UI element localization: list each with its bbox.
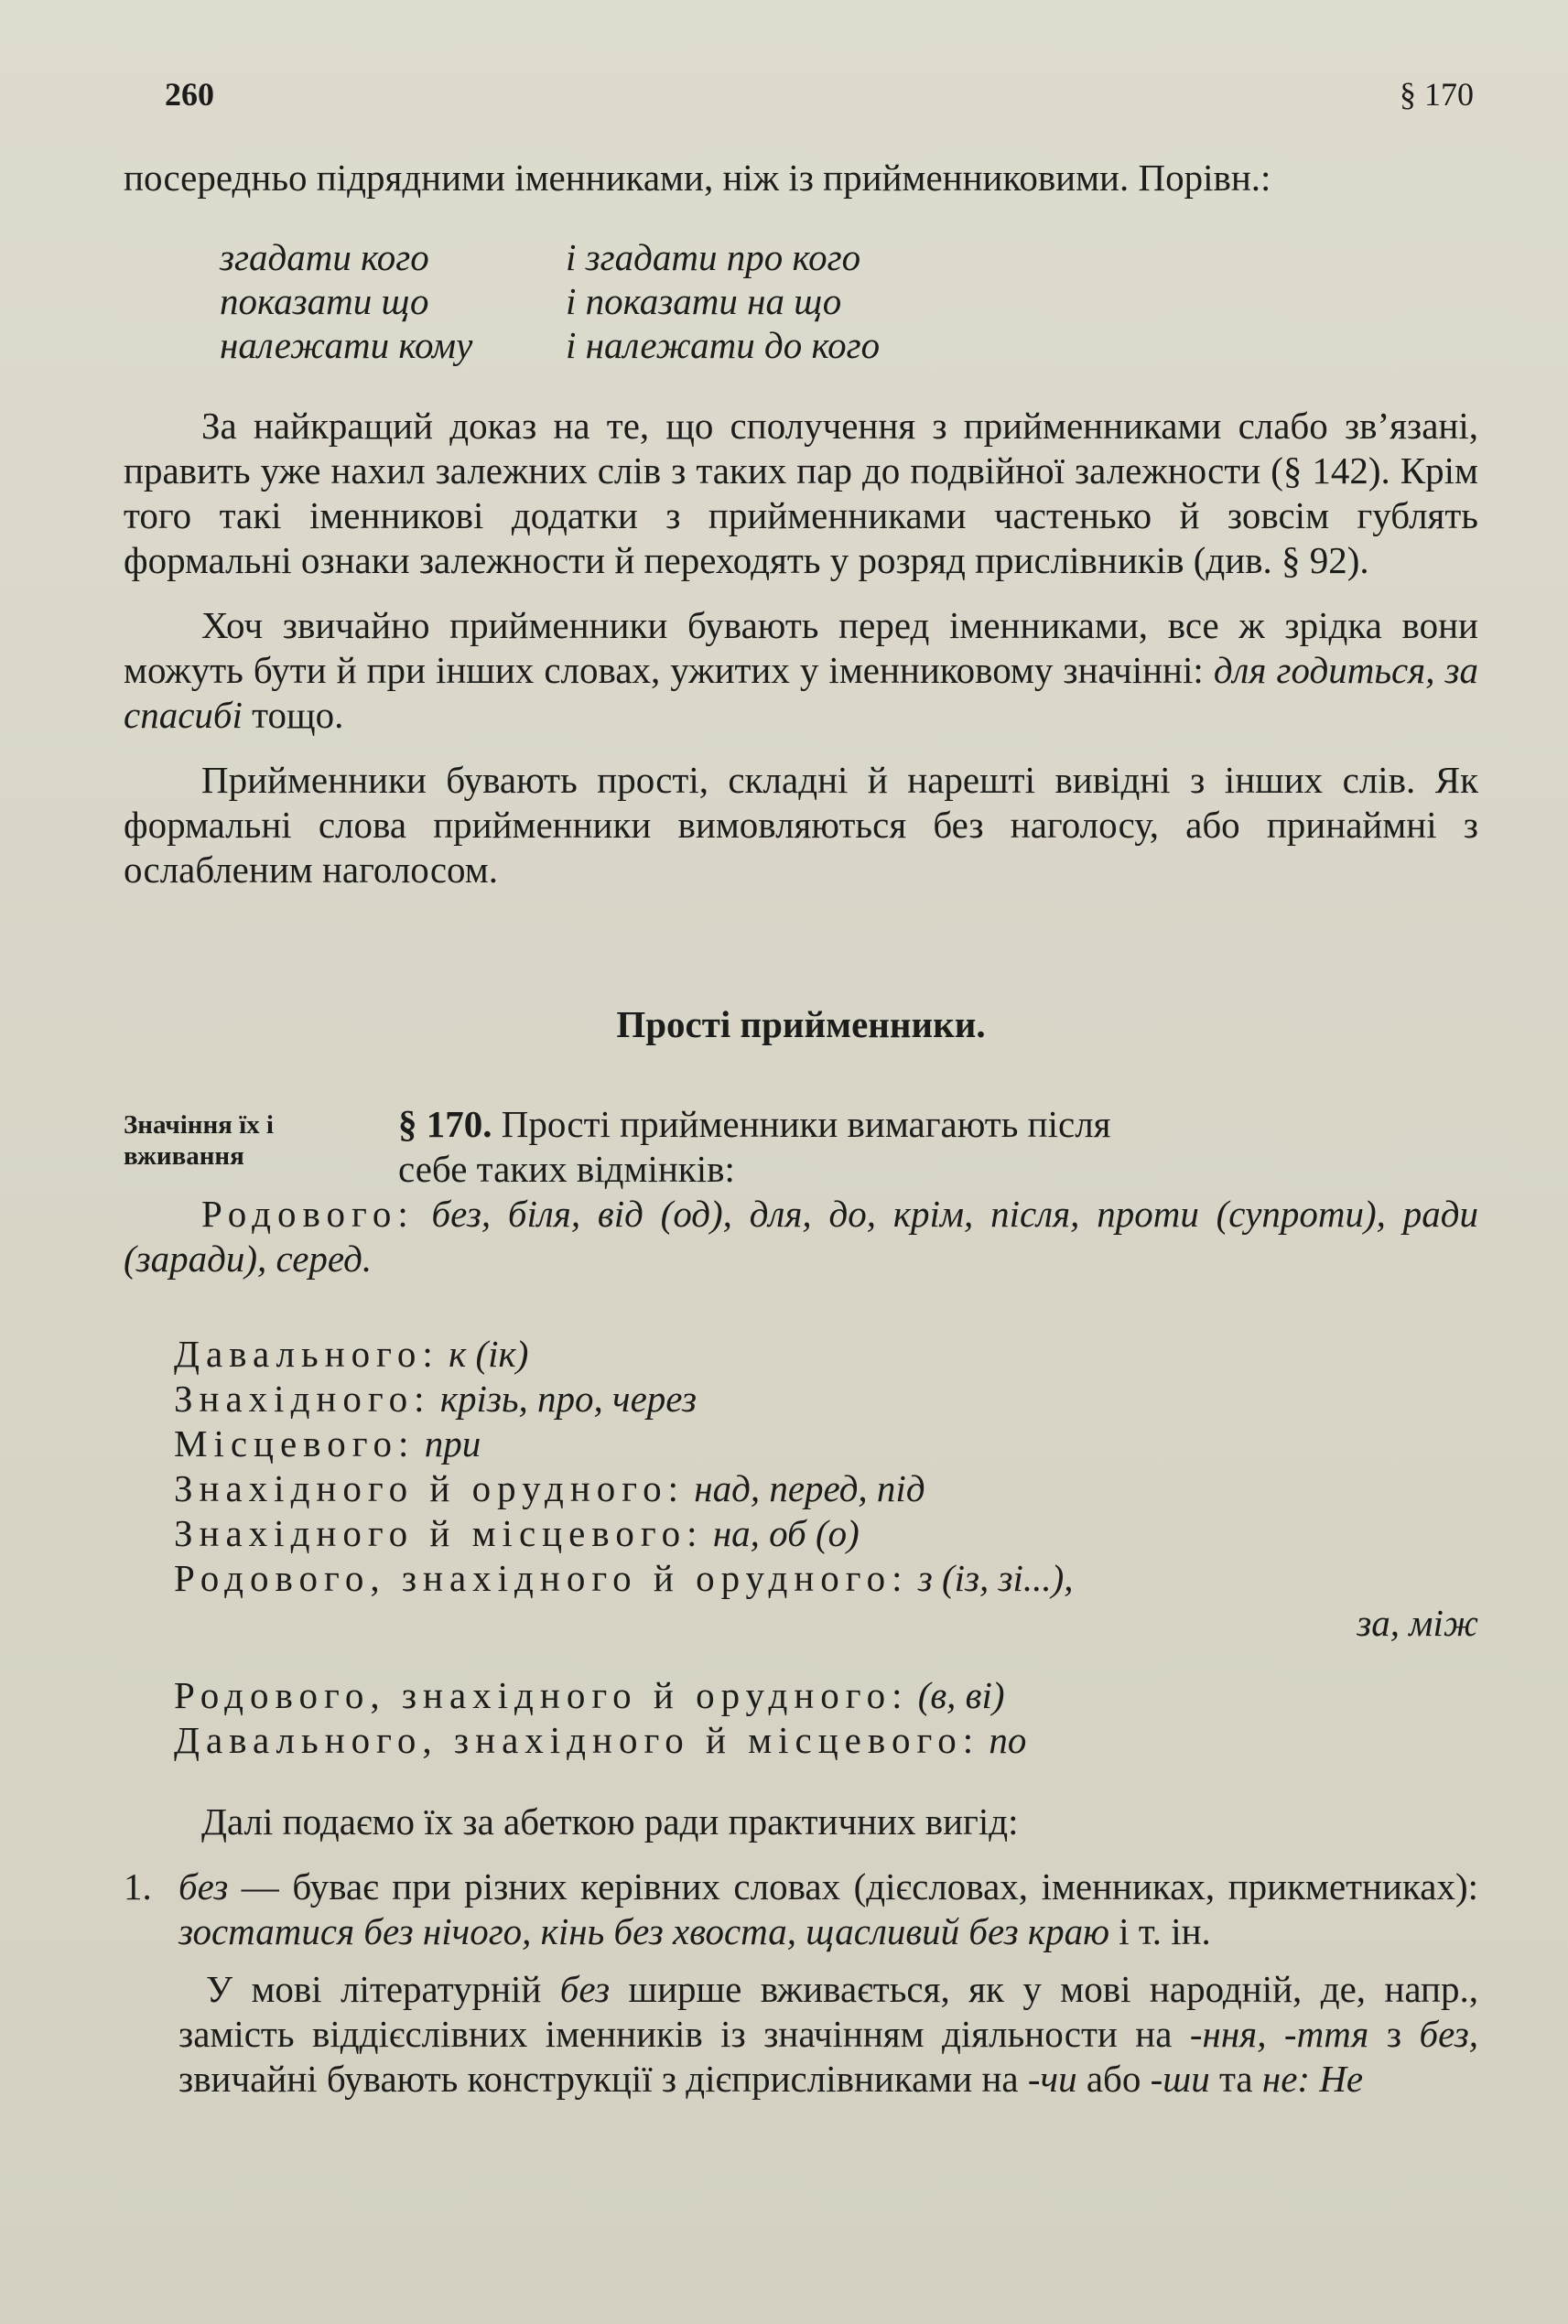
- section-170: [124, 1102, 1478, 1192]
- pair-row: [220, 235, 1478, 279]
- usage-examples: для годиться, за спасибі: [124, 649, 1479, 736]
- comparison-pairs: [220, 235, 1478, 367]
- pair-row: [220, 279, 1478, 323]
- section-lead-cont: себе таких відмінків:: [398, 1148, 735, 1190]
- page-number: 260: [165, 76, 214, 113]
- case-locative: Місцевого: при: [174, 1422, 481, 1465]
- paragraph-types: Прийменники бувають прості, складні й нарешті вивідні з інших слів. Як формальні слова прийменники вимовляються без наголосу, або принаймні з ослабленим наголосом.: [124, 759, 1478, 891]
- section-lead: § 170. Прості прийменники вимагають після: [398, 1103, 1111, 1145]
- pair-left: показати що: [220, 280, 429, 322]
- page-body: [124, 156, 1478, 2102]
- pair-row: [220, 323, 1478, 367]
- running-section: § 170: [1400, 76, 1474, 113]
- section-number: § 170.: [398, 1103, 492, 1145]
- case-accusative: Знахідного: крізь, про, через: [174, 1378, 697, 1420]
- section-heading: Прості прийменники.: [616, 1003, 986, 1045]
- item-number: 1.: [124, 1865, 152, 1908]
- case-acc-loc: Знахідного й місцевого: на, об (о): [174, 1512, 860, 1554]
- case-dative: Давального: к (ік): [174, 1333, 529, 1375]
- paragraph-alphabetical: Далі подаємо їх за абеткою ради практичних вигід:: [201, 1800, 1019, 1843]
- case-dat-acc-loc: Давального, знахідного й місцевого: по: [174, 1719, 1027, 1761]
- pair-left: згадати кого: [220, 236, 429, 278]
- pair-right: і згадати про кого: [566, 236, 861, 278]
- page-header: [165, 75, 1474, 121]
- paragraph-proof: За найкращий доказ на те, що сполучення з прийменниками слабо зв’язані, править уже нахил залежних слів з таких пар до подвійної залежности (§ 142). Крім того такі іменникові додатки з прийменниками частенько й зовсім гублять формальні ознаки залежности й переходять у розряд прислівників (див. § 92).: [124, 405, 1478, 581]
- list-item: [124, 1865, 1478, 1954]
- case-gen-acc-instr-cont: за, між: [1357, 1602, 1478, 1644]
- case-genitive: Родового: без, біля, від (од), для, до, крім, після, проти (супроти), ради (заради), серед.: [124, 1193, 1478, 1280]
- paragraph-literary: У мові літературній без ширше вживається, як у мові народній, де, напр., замість віддієслівних іменників із значінням діяльности на -ння, -ття з без, звичайні бувають конструкції з дієприслівниками на -чи або -ши та не: Не: [178, 1968, 1478, 2100]
- pair-right: і належати до кого: [566, 324, 881, 366]
- case-acc-instr: Знахідного й орудного: над, перед, під: [174, 1467, 925, 1509]
- case-gen-acc-instr-2: Родового, знахідного й орудного: (в, ві): [174, 1674, 1005, 1716]
- item-text: без — буває при різних керівних словах (дієсловах, іменниках, прикметниках): зостатися без нічого, кінь без хвоста, щасливий без краю і т. ін.: [178, 1865, 1478, 1952]
- case-gen-acc-instr: Родового, знахідного й орудного: з (із, зі...),: [174, 1557, 1074, 1599]
- pair-right: і показати на що: [566, 280, 842, 322]
- pair-left: належати кому: [220, 324, 473, 366]
- case-list: [174, 1332, 1478, 1763]
- paragraph-usage: Хоч звичайно прийменники бувають перед іменниками, все ж зрідка вони можуть бути й при інших словах, ужитих у іменниковому значінні: для годиться, за спасибі тощо.: [124, 604, 1479, 736]
- margin-note: Значіння їх і вживання: [124, 1110, 274, 1171]
- paragraph-intro: посередньо підрядними іменниками, ніж із прийменниковими. Порівн.:: [124, 157, 1271, 199]
